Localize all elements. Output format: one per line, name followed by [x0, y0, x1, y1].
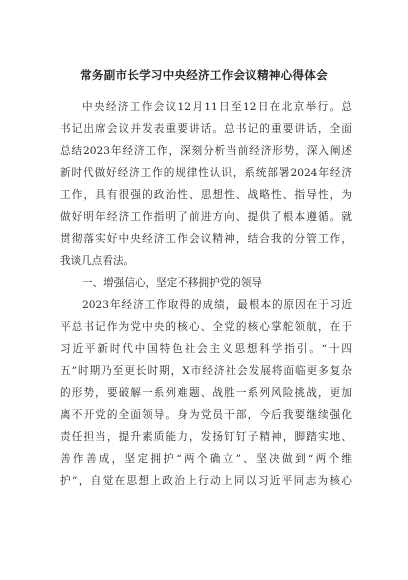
text-line: 五”时期乃至更长时期，X市经济社会发展将面临更多复杂	[60, 365, 352, 377]
text-line: 的形势，要破解一系列难题、战胜一系列风险挑战，更加	[60, 387, 352, 399]
text-line: 书记出席会议并发表重要讲话。总书记的重要讲话，全面	[60, 123, 352, 135]
text-line: 离不开党的全面领导。身为党员干部，今后我要继续强化	[60, 409, 352, 421]
text-line: 我谈几点看法。	[60, 255, 135, 267]
text-line: 责任担当，提升素质能力，发扬钉钉子精神，脚踏实地、	[60, 431, 352, 443]
text-line: 护”，自觉在思想上政治上行动上同以习近平同志为核心	[60, 475, 352, 487]
text-line: 新时代做好经济工作的规律性认识，系统部署2024年经济	[60, 167, 352, 179]
text-line: 总结2023年经济工作，深刻分析当前经济形势，深入阐述	[60, 145, 352, 157]
text-line: 一、增强信心，坚定不移拥护党的领导	[82, 277, 263, 289]
text-line: 习近平新时代中国特色社会主义思想科学指引。“十四	[60, 343, 352, 355]
text-line: 贯彻落实好中央经济工作会议精神，结合我的分管工作，	[60, 233, 352, 245]
text-line: 做好明年经济工作指明了前进方向、提供了根本遵循。就	[60, 211, 352, 223]
text-line: 中央经济工作会议12月11日至12日在北京举行。总	[82, 101, 352, 113]
text-line: 善作善成，坚定拥护“两个确立”、坚决做到“两个维	[60, 453, 352, 465]
document-body	[60, 96, 352, 492]
text-line: 2023年经济工作取得的成绩，最根本的原因在于习近	[82, 299, 352, 311]
document-title: 常务副市长学习中央经济工作会议精神心得体会	[80, 68, 328, 82]
text-line: 工作，具有很强的政治性、思想性、战略性、指导性，为	[60, 189, 352, 201]
text-line: 平总书记作为党中央的核心、全党的核心掌舵领航，在于	[60, 321, 352, 333]
